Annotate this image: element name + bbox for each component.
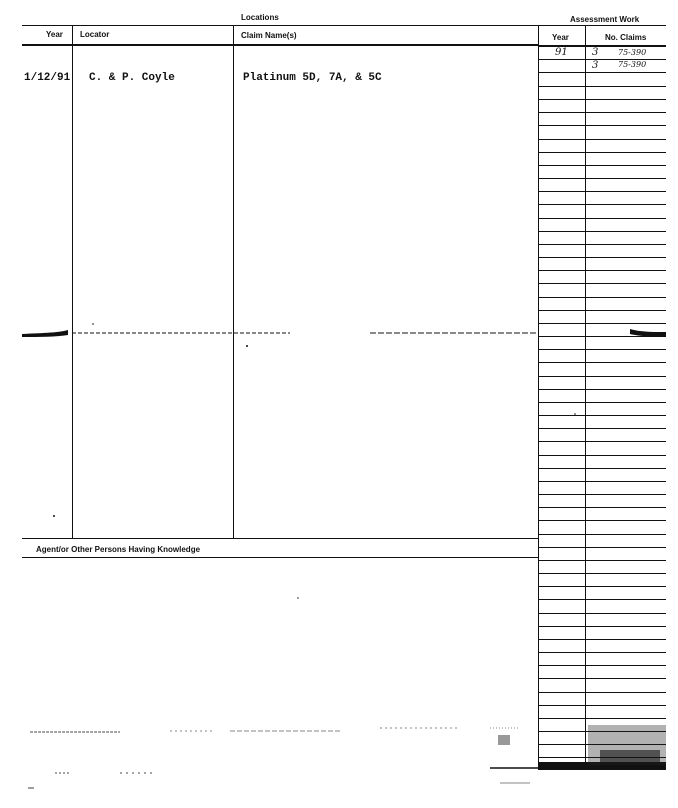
aw-row1-note: 75-390 <box>618 48 647 57</box>
column-header-claim-names: Claim Name(s) <box>241 31 297 40</box>
column-header-no-claims: No. Claims <box>605 33 647 42</box>
column-header-aw-year: Year <box>552 33 569 42</box>
column-header-year: Year <box>46 30 63 39</box>
entry-year: 1/12/91 <box>24 72 71 84</box>
entry-claim-names: Platinum 5D, 7A, & 5C <box>243 72 382 84</box>
aw-row1-no-claims: 3 <box>592 47 599 58</box>
aw-row2-no-claims: 3 <box>592 60 599 71</box>
aw-row2-note: 75-390 <box>618 60 647 69</box>
column-header-locator: Locator <box>80 30 110 39</box>
assessment-work-heading: Assessment Work <box>570 15 640 24</box>
entry-locator: C. & P. Coyle <box>89 72 175 84</box>
aw-row1-year: 91 <box>555 47 568 58</box>
locations-heading: Locations <box>241 13 279 22</box>
agent-section-label: Agent/or Other Persons Having Knowledge <box>36 545 201 554</box>
